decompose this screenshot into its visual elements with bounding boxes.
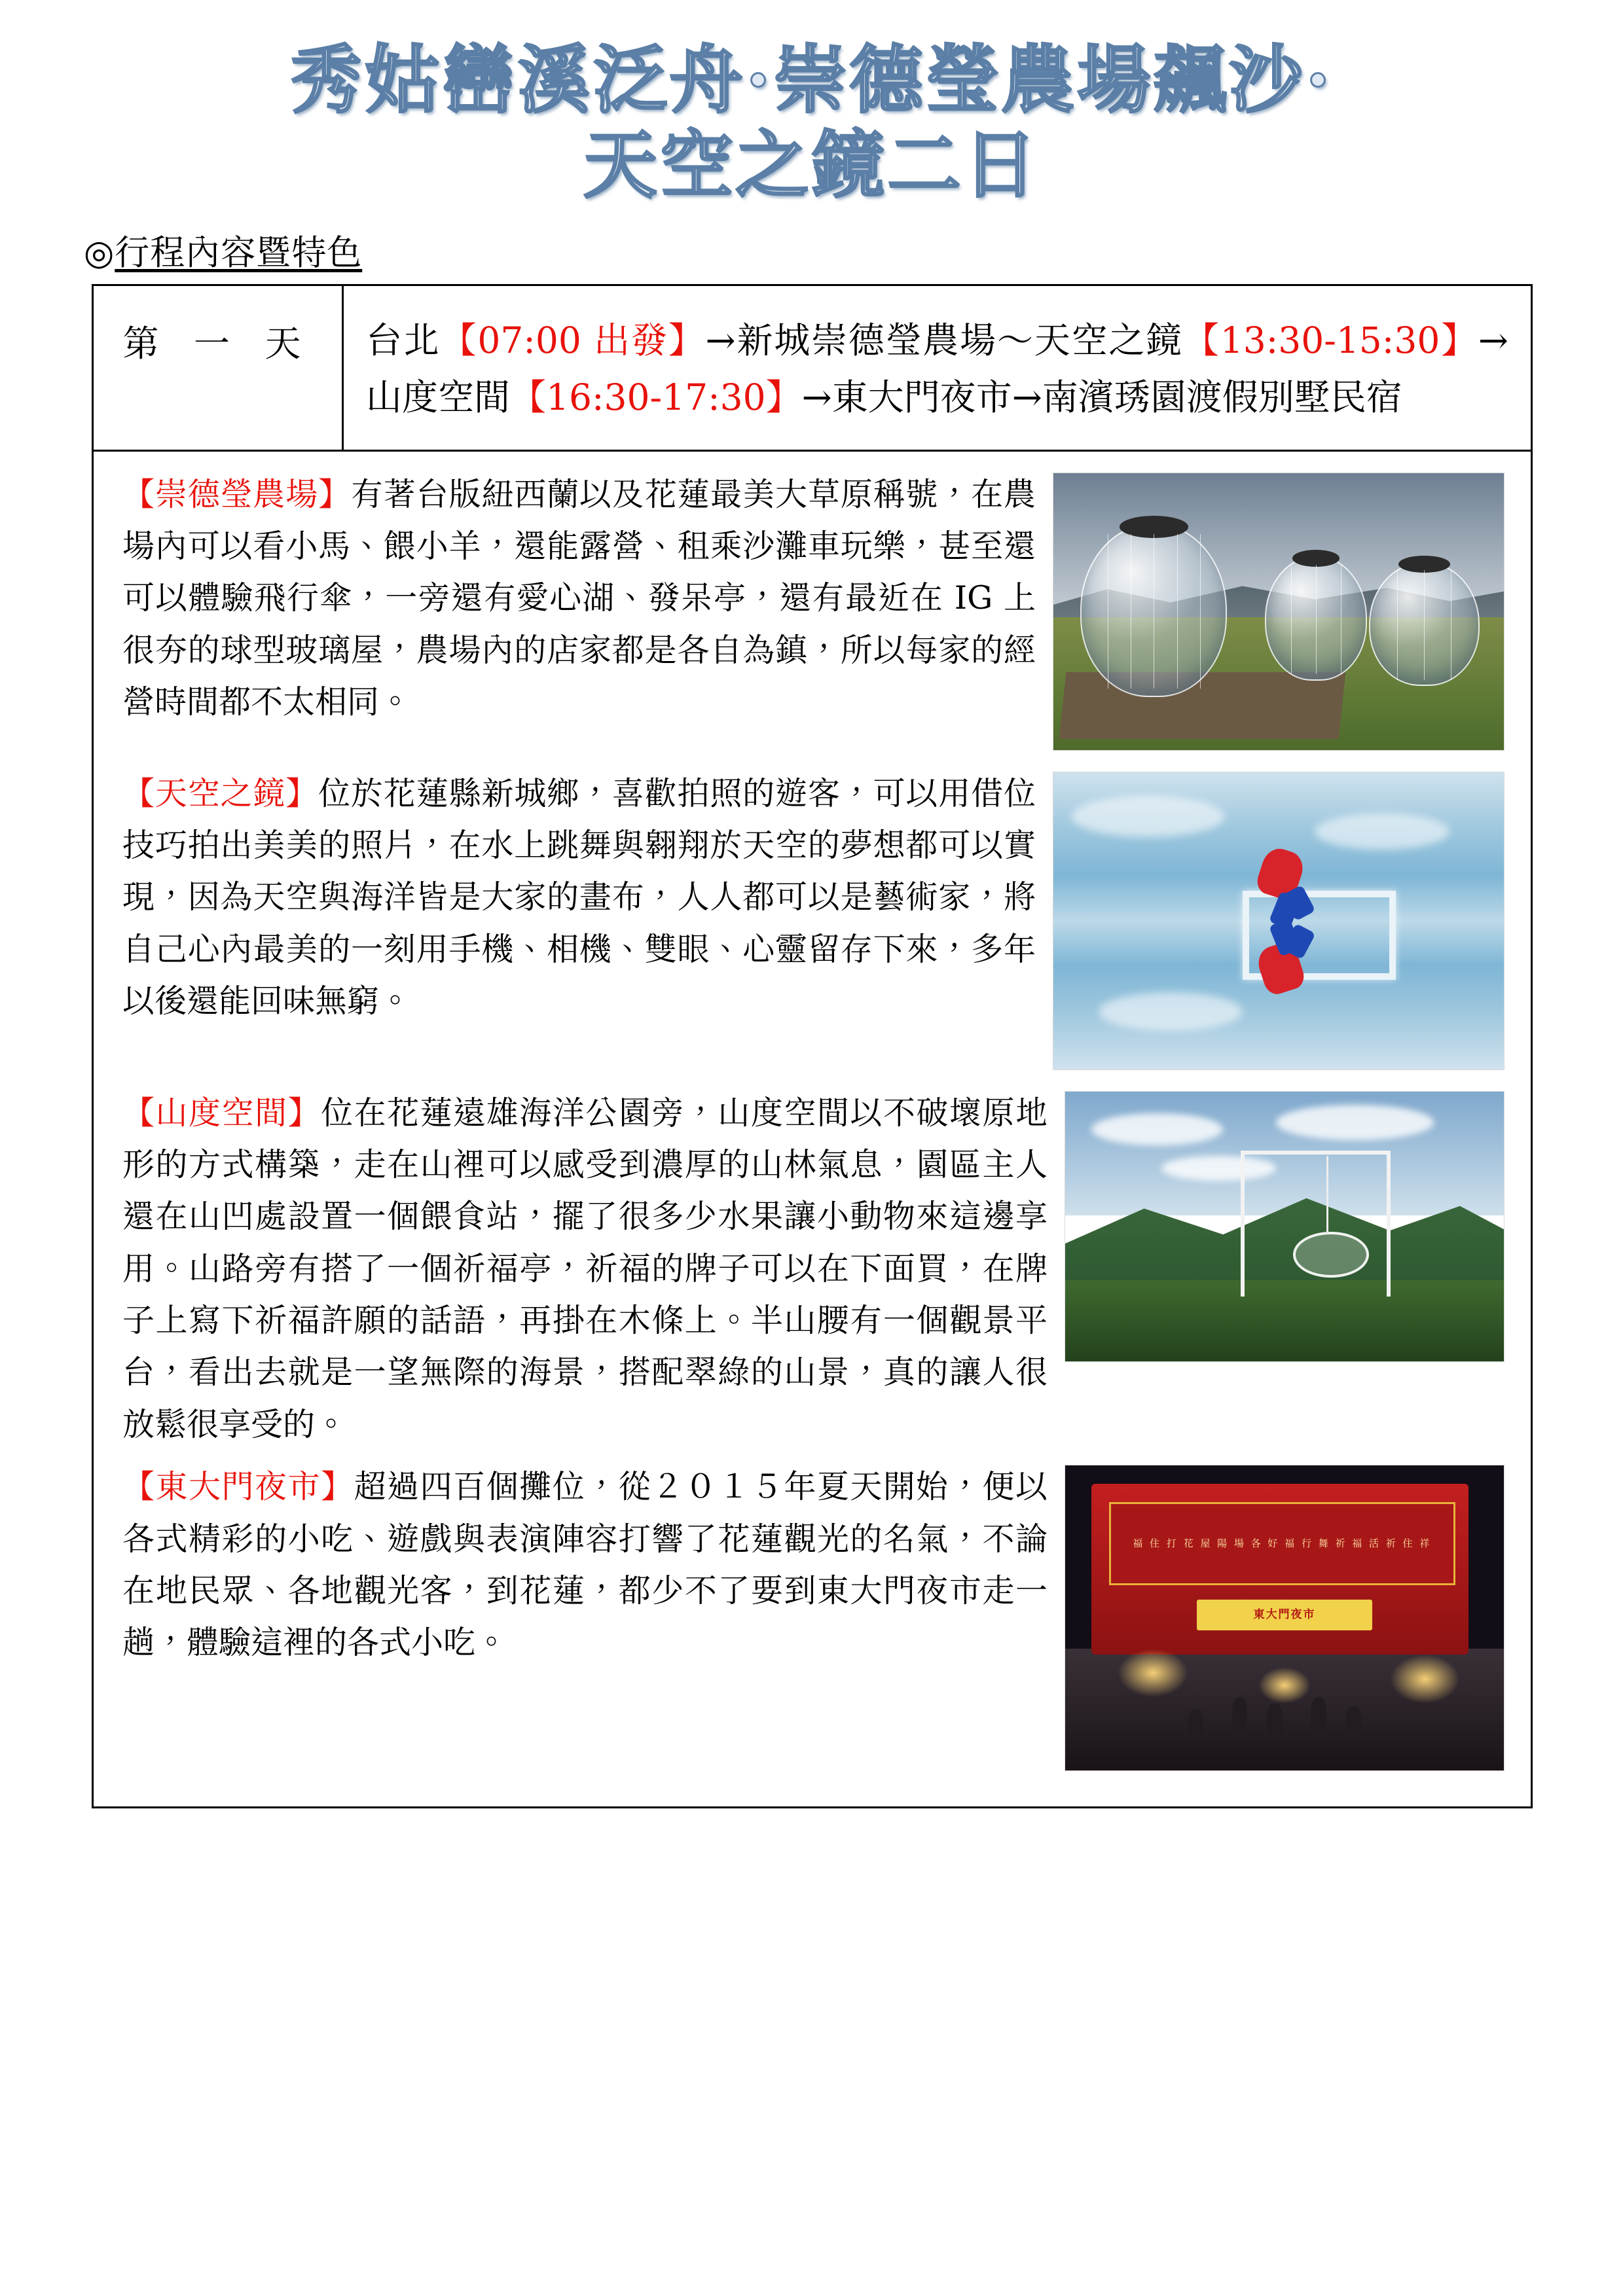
route-segment-2: →新城崇德瑩農場～天空之鏡	[705, 319, 1183, 361]
document-title	[0, 0, 1623, 208]
day-route	[344, 286, 1531, 450]
section-heading	[84, 225, 1623, 275]
route-time-1: 【07:00 出發】	[440, 319, 706, 361]
mountain-swing-photo	[1065, 1091, 1504, 1362]
section-山度空間	[122, 1087, 1504, 1451]
section-東大門夜市	[122, 1461, 1504, 1778]
section-崇德瑩農場	[122, 469, 1504, 757]
night-market-panel-text: 福 住 打 花 屋 陽 場 各 好 福 行 舞 祈 福 活 祈 住 祥	[1109, 1502, 1455, 1585]
section-2-body: 位於花蓮縣新城鄉，喜歡拍照的遊客，可以用借位技巧拍出美美的照片，在水上跳舞與翱翔於天空的夢想都可以實現，因為天空與海洋皆是大家的畫布，人人都可以是藝術家，將自己心內最美的一刻用手機、相機、雙眼、心靈留存下來，多年以後還能回味無窮。	[122, 774, 1036, 1020]
section-4-lead: 【東大門夜市】	[122, 1468, 354, 1506]
section-天空之鏡	[122, 768, 1504, 1077]
route-segment-4: →東大門夜市→南濱琇園渡假別墅民宿	[801, 376, 1402, 418]
title-line-2: 天空之鏡二日	[583, 122, 1040, 208]
itinerary-frame	[92, 284, 1533, 1808]
section-1-lead: 【崇德瑩農場】	[122, 475, 351, 513]
route-time-3: 【16:30-17:30】	[510, 376, 802, 418]
section-2-lead: 【天空之鏡】	[122, 774, 319, 812]
section-1-body: 有著台版紐西蘭以及花蓮最美大草原稱號，在農場內可以看小馬、餵小羊，還能露營、租乘沙灘車玩樂，甚至還可以體驗飛行傘，一旁還有愛心湖、發呆亭，還有最近在 IG 上很夯的球型玻璃屋，農場內的店家都是各自為鎮，所以每家的經營時間都不太相同。	[122, 475, 1036, 721]
section-4-body: 超過四百個攤位，從２０１５年夏天開始，便以各式精彩的小吃、遊戲與表演陣容打響了花蓮觀光的名氣，不論在地民眾、各地觀光客，到花蓮，都少不了要到東大門夜市走一趟，體驗這裡的各式小吃。	[122, 1468, 1048, 1662]
day-row	[94, 286, 1531, 452]
day-label-text: 第 一 天	[122, 322, 313, 365]
glass-dome-farm-photo	[1053, 473, 1504, 751]
section-heading-marker: ◎	[84, 232, 115, 273]
night-market-sign-text: 東大門夜市	[1197, 1600, 1372, 1630]
night-market-gate-photo	[1065, 1465, 1504, 1771]
sky-mirror-photo	[1053, 772, 1504, 1070]
section-3-body: 位在花蓮遠雄海洋公園旁，山度空間以不破壞原地形的方式構築，走在山裡可以感受到濃厚的山林氣息，園區主人還在山凹處設置一個餵食站，擺了很多少水果讓小動物來這邊享用。山路旁有搭了一個祈福亭，祈福的牌子可以在下面買，在牌子上寫下祈福許願的話語，再掛在木條上。半山腰有一個觀景平台，看出去就是一望無際的海景，搭配翠綠的山景，真的讓人很放鬆很享受的。	[122, 1094, 1048, 1443]
itinerary-content	[94, 452, 1531, 1807]
section-3-lead: 【山度空間】	[122, 1094, 321, 1132]
section-heading-text: 行程內容暨特色	[115, 232, 363, 273]
title-line-1: 秀姑巒溪泛舟·崇德瑩農場飆沙·	[289, 37, 1334, 123]
route-time-2: 【13:30-15:30】	[1182, 319, 1478, 361]
route-segment-3: →山度空間	[366, 319, 1508, 418]
route-segment-1: 台北	[366, 319, 441, 361]
day-label	[94, 286, 344, 450]
